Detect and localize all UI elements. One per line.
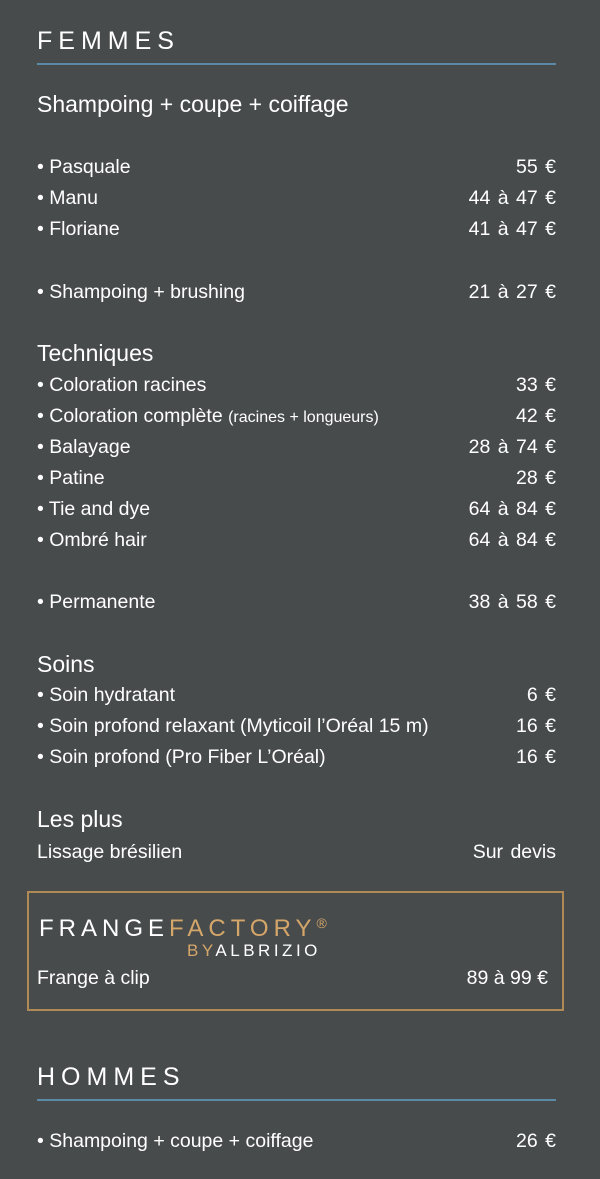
- femmes-title: FEMMES: [37, 27, 180, 55]
- stylist-label: • Pasquale: [37, 155, 131, 178]
- brushing-label: • Shampoing + brushing: [37, 280, 245, 303]
- technique-row: [37, 496, 556, 522]
- technique-label: • Ombré hair: [37, 528, 147, 551]
- lissage-price: Sur devis: [472, 840, 556, 863]
- frange-row: [37, 965, 548, 991]
- soin-price: 6 €: [526, 683, 556, 706]
- soin-label: • Soin hydratant: [37, 683, 175, 706]
- femmes-divider: [37, 63, 556, 65]
- technique-row: [37, 403, 556, 429]
- registered-mark: ®: [316, 915, 327, 931]
- techniques-heading: Techniques: [37, 340, 154, 366]
- byalbrizio-logo: [187, 941, 321, 961]
- logo-by: BY: [187, 941, 216, 960]
- stylist-price: 41 à 47 €: [468, 217, 556, 240]
- technique-row: [37, 465, 556, 491]
- technique-price: 64 à 84 €: [468, 497, 556, 520]
- permanente-row: [37, 589, 556, 615]
- soin-row: [37, 682, 556, 708]
- technique-label: • Coloration complète (racines + longueurs): [37, 404, 379, 427]
- lissage-row: [37, 839, 556, 865]
- brushing-price: 21 à 27 €: [468, 280, 556, 303]
- frange-factory-box: [27, 891, 564, 1011]
- frange-label: Frange à clip: [37, 966, 150, 989]
- technique-label: • Coloration racines: [37, 373, 207, 396]
- technique-row: [37, 527, 556, 553]
- technique-row: [37, 434, 556, 460]
- frange-factory-logo: [39, 915, 327, 943]
- stylist-row-manu: [37, 185, 556, 211]
- les-plus-heading: Les plus: [37, 806, 123, 832]
- permanente-price: 38 à 58 €: [468, 590, 556, 613]
- hommes-title: HOMMES: [37, 1063, 186, 1091]
- soin-price: 16 €: [516, 745, 556, 768]
- stylist-label: • Floriane: [37, 217, 120, 240]
- logo-albrizio: ALBRIZIO: [215, 941, 321, 960]
- frange-price: 89 à 99 €: [466, 966, 548, 989]
- shampoing-heading: Shampoing + coupe + coiffage: [37, 91, 349, 117]
- logo-factory: FACTORY: [169, 915, 317, 942]
- permanente-label: • Permanente: [37, 590, 156, 613]
- technique-price: 28 à 74 €: [468, 435, 556, 458]
- technique-note: (racines + longueurs): [228, 408, 379, 426]
- hommes-divider: [37, 1099, 556, 1101]
- hommes-price: 26 €: [516, 1129, 556, 1152]
- soin-row: [37, 744, 556, 770]
- lissage-label: Lissage brésilien: [37, 840, 183, 863]
- soin-price: 16 €: [516, 714, 556, 737]
- technique-price: 64 à 84 €: [468, 528, 556, 551]
- stylist-label: • Manu: [37, 186, 99, 209]
- technique-price: 42 €: [516, 404, 556, 427]
- technique-price: 33 €: [516, 373, 556, 396]
- soin-row: [37, 713, 556, 739]
- soin-label: • Soin profond relaxant (Myticoil l’Oréal 15 m): [37, 714, 429, 737]
- stylist-price: 55 €: [516, 155, 556, 178]
- technique-label: • Patine: [37, 466, 105, 489]
- stylist-price: 44 à 47 €: [468, 186, 556, 209]
- hommes-row: [37, 1128, 556, 1154]
- logo-frange: FRANGE: [39, 915, 170, 942]
- technique-label: • Tie and dye: [37, 497, 151, 520]
- brushing-row: [37, 279, 556, 305]
- technique-label: • Balayage: [37, 435, 131, 458]
- stylist-row-floriane: [37, 216, 556, 242]
- hommes-label: • Shampoing + coupe + coiffage: [37, 1129, 314, 1152]
- technique-price: 28 €: [516, 466, 556, 489]
- soins-heading: Soins: [37, 651, 95, 677]
- stylist-row-pasquale: [37, 154, 556, 180]
- technique-row: [37, 372, 556, 398]
- soin-label: • Soin profond (Pro Fiber L’Oréal): [37, 745, 326, 768]
